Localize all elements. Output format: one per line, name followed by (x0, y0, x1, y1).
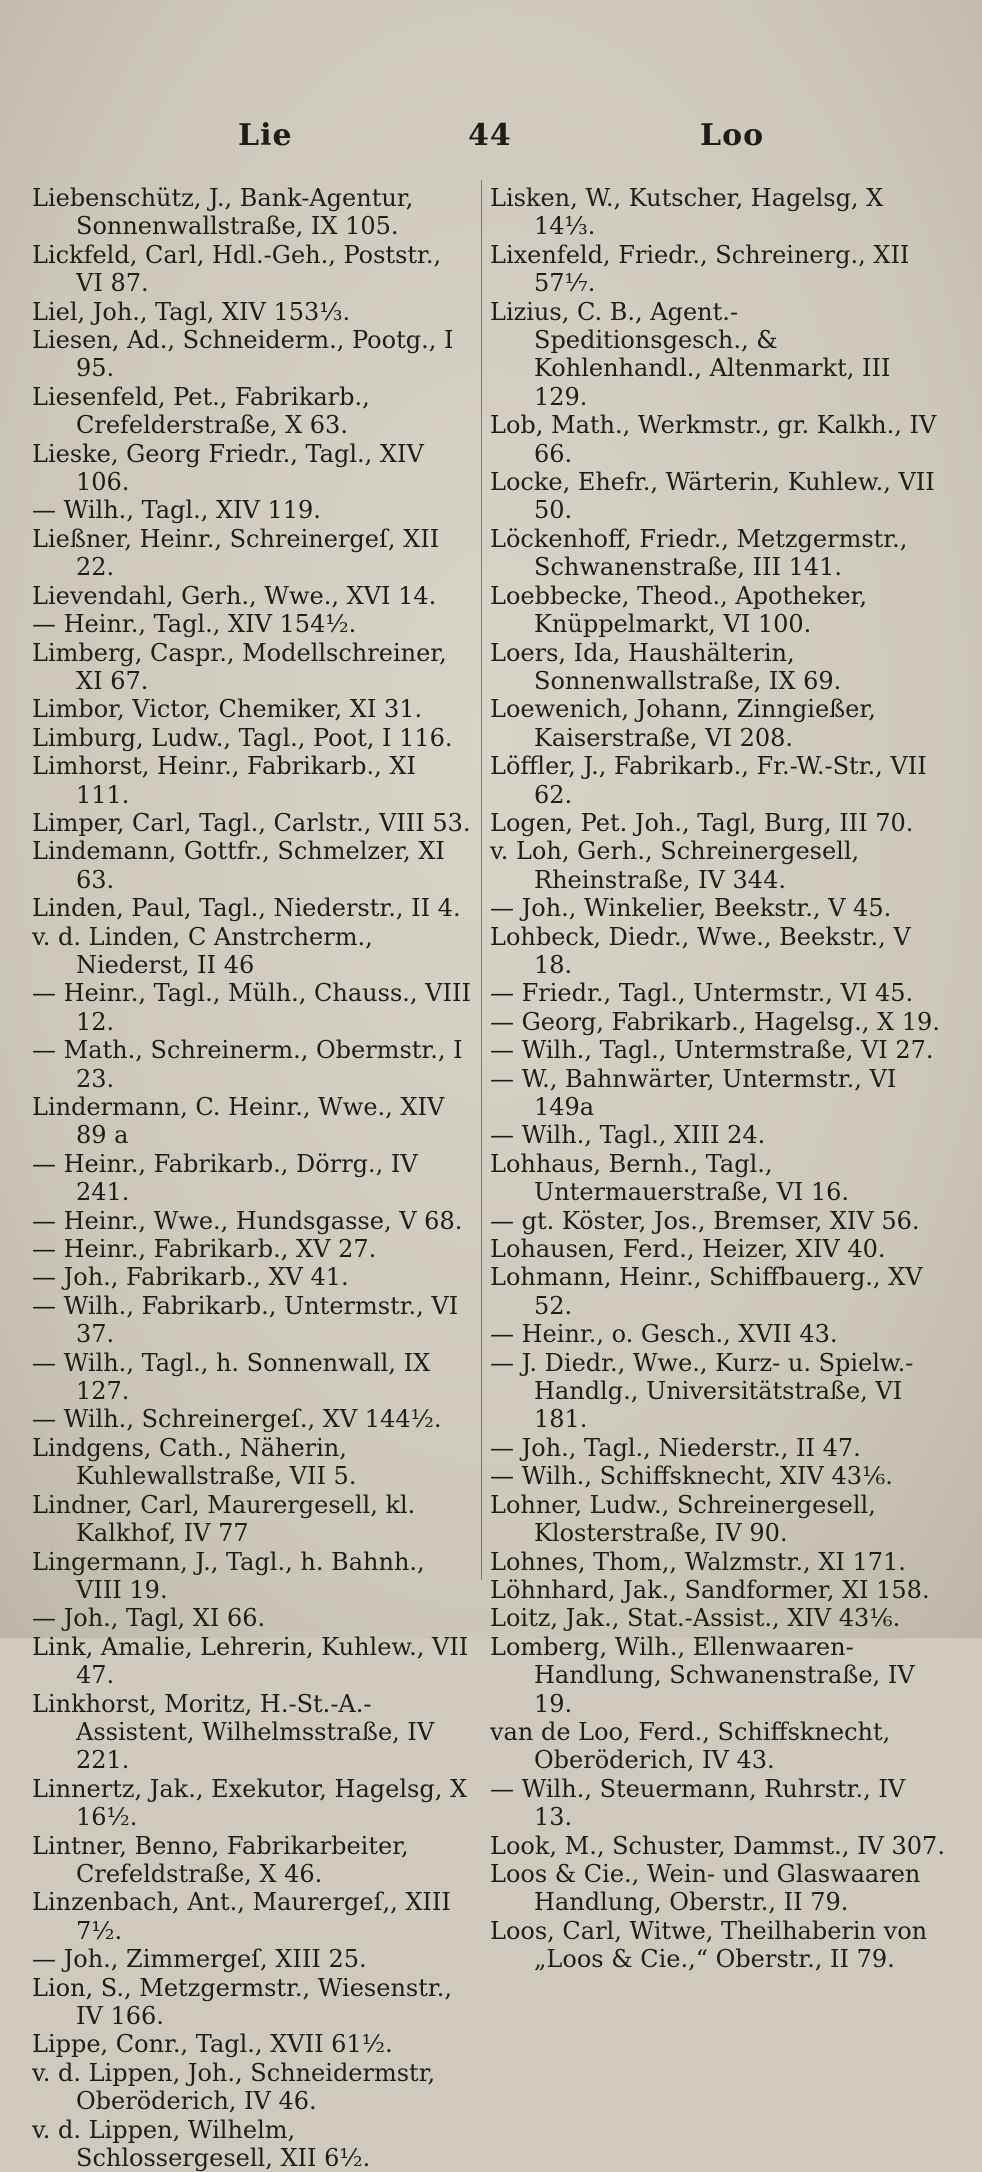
directory-entry: Lohner, Ludw., Schreinergesell, Klosterstraße, IV 90. (490, 1490, 876, 1548)
directory-entry: Lindner, Carl, Maurergesell, kl. Kalkhof, IV 77 (32, 1490, 416, 1548)
header-last-keyword: Loo (700, 118, 765, 153)
directory-entry: — Joh., Tagl., Niederstr., II 47. (490, 1433, 861, 1462)
directory-entry: Lieske, Georg Friedr., Tagl., XIV 106. (32, 439, 424, 497)
directory-entry: Limberg, Caspr., Modellschreiner, XI 67. (32, 638, 447, 695)
directory-entry: — Wilh., Tagl., Untermstraße, VI 27. (490, 1036, 934, 1065)
directory-entry: Lisken, W., Kutscher, Hagelsg, X 14⅓. (490, 184, 884, 241)
page-number: 44 (468, 118, 512, 153)
directory-entry: — Heinr., Wwe., Hundsgasse, V 68. (32, 1206, 463, 1235)
directory-entry: Limburg, Ludw., Tagl., Poot, I 116. (32, 723, 453, 752)
directory-entry: Limbor, Victor, Chemiker, XI 31. (32, 695, 423, 724)
directory-entry: — Wilh., Tagl., h. Sonnenwall, IX 127. (32, 1348, 431, 1406)
directory-entry: — gt. Köster, Jos., Bremser, XIV 56. (490, 1206, 920, 1235)
directory-entry: — Wilh., Schiffsknecht, XIV 43⅙. (490, 1462, 893, 1491)
directory-entry: — Wilh., Steuermann, Ruhrstr., IV 13. (490, 1774, 906, 1832)
directory-entry: Lohhaus, Bernh., Tagl., Untermauerstraße, VI 16. (490, 1149, 850, 1207)
directory-entry: Liesenfeld, Pet., Fabrikarb., Crefelderstraße, X 63. (32, 382, 370, 440)
directory-entry: Liel, Joh., Tagl, XIV 153⅓. (32, 297, 351, 326)
column-divider (481, 180, 482, 1580)
right-column (490, 184, 950, 1974)
directory-entry: Lippe, Conr., Tagl., XVII 61½. (32, 2030, 393, 2059)
directory-entry: Lingermann, J., Tagl., h. Bahnh., VIII 19. (32, 1547, 425, 1604)
directory-entry: v. d. Lippen, Wilhelm, Schlossergesell, XII 6½. (32, 2115, 371, 2172)
directory-entry: Loers, Ida, Haushälterin, Sonnenwallstraße, IX 69. (490, 638, 842, 695)
directory-entry: Linkhorst, Moritz, H.-St.-A.-Assistent, Wilhelmsstraße, IV 221. (32, 1689, 435, 1775)
directory-entry: Limper, Carl, Tagl., Carlstr., VIII 53. (32, 808, 471, 837)
directory-entry: Lizius, C. B., Agent.-Speditionsgesch., & Kohlenhandl., Altenmarkt, III 129. (490, 297, 891, 411)
directory-entry: Lievendahl, Gerh., Wwe., XVI 14. (32, 581, 437, 610)
directory-entry: — Georg, Fabrikarb., Hagelsg., X 19. (490, 1007, 940, 1036)
directory-entry: — Wilh., Tagl., XIV 119. (32, 496, 321, 525)
directory-entry: — J. Diedr., Wwe., Kurz- u. Spielw.-Handlg., Universitätstraße, VI 181. (490, 1348, 914, 1434)
directory-entry: Lion, S., Metzgermstr., Wiesenstr., IV 166. (32, 1973, 452, 2030)
directory-entry: Lixenfeld, Friedr., Schreinerg., XII 57⅐. (490, 240, 910, 298)
directory-entry: Lindemann, Gottfr., Schmelzer, XI 63. (32, 837, 445, 894)
directory-entry: — Heinr., Tagl., XIV 154½. (32, 610, 357, 639)
directory-entry: Link, Amalie, Lehrerin, Kuhlew., VII 47. (32, 1632, 469, 1690)
directory-entry: — Friedr., Tagl., Untermstr., VI 45. (490, 979, 914, 1008)
directory-entry: — Joh., Winkelier, Beekstr., V 45. (490, 894, 892, 923)
directory-entry: Löckenhoff, Friedr., Metzgermstr., Schwanenstraße, III 141. (490, 524, 908, 582)
directory-entry: Look, M., Schuster, Dammst., IV 307. (490, 1831, 945, 1860)
directory-entry: Loos, Carl, Witwe, Theilhaberin von „Loos & Cie.,“ Oberstr., II 79. (490, 1916, 928, 1974)
directory-entry: Locke, Ehefr., Wärterin, Kuhlew., VII 50. (490, 468, 935, 525)
directory-entry: Liesen, Ad., Schneiderm., Pootg., I 95. (32, 326, 454, 383)
directory-entry: Löffler, J., Fabrikarb., Fr.-W.-Str., VII 62. (490, 752, 927, 809)
directory-entry: Lickfeld, Carl, Hdl.-Geh., Poststr., VI 87. (32, 240, 442, 298)
directory-entry: — Heinr., Tagl., Mülh., Chauss., VIII 12. (32, 979, 471, 1036)
directory-entry: Ließner, Heinr., Schreinergeſ, XII 22. (32, 524, 440, 582)
directory-entry: Lomberg, Wilh., Ellenwaaren-Handlung, Schwanenstraße, IV 19. (490, 1632, 915, 1718)
directory-entry: — W., Bahnwärter, Untermstr., VI 149a (490, 1064, 897, 1121)
directory-entry: v. d. Linden, C Anstrcherm., Niederst, II 46 (32, 922, 373, 979)
directory-entry: Lohnes, Thom,, Walzmstr., XI 171. (490, 1547, 906, 1576)
left-column (32, 184, 472, 2172)
directory-entry: — Heinr., o. Gesch., XVII 43. (490, 1320, 838, 1349)
directory-entry: Löhnhard, Jak., Sandformer, XI 158. (490, 1575, 930, 1604)
directory-entry: Loos & Cie., Wein- und Glaswaaren Handlung, Oberstr., II 79. (490, 1859, 921, 1917)
directory-entry: Logen, Pet. Joh., Tagl, Burg, III 70. (490, 808, 914, 837)
directory-entry: — Wilh., Fabrikarb., Untermstr., VI 37. (32, 1291, 459, 1349)
directory-entry: Lohmann, Heinr., Schiffbauerg., XV 52. (490, 1263, 923, 1320)
directory-entry: v. Loh, Gerh., Schreinergesell, Rheinstraße, IV 344. (490, 837, 860, 894)
directory-entry: — Wilh., Schreinergeſ., XV 144½. (32, 1405, 442, 1434)
directory-entry: Lindgens, Cath., Näherin, Kuhlewallstraße, VII 5. (32, 1433, 357, 1491)
directory-entry: Lintner, Benno, Fabrikarbeiter, Crefeldstraße, X 46. (32, 1831, 409, 1888)
directory-entry: Lohbeck, Diedr., Wwe., Beekstr., V 18. (490, 922, 911, 979)
directory-entry: — Heinr., Fabrikarb., XV 27. (32, 1235, 377, 1264)
header-first-keyword: Lie (238, 118, 293, 153)
directory-entry: Linzenbach, Ant., Maurergeſ,, XIII 7½. (32, 1888, 451, 1945)
directory-entry: Linden, Paul, Tagl., Niederstr., II 4. (32, 894, 461, 923)
directory-entry: Limhorst, Heinr., Fabrikarb., XI 111. (32, 752, 416, 809)
directory-entry: — Joh., Zimmergeſ, XIII 25. (32, 1945, 367, 1974)
directory-entry: — Math., Schreinerm., Obermstr., I 23. (32, 1036, 463, 1093)
directory-entry: — Wilh., Tagl., XIII 24. (490, 1121, 766, 1150)
directory-entry: Loitz, Jak., Stat.-Assist., XIV 43⅙. (490, 1604, 901, 1633)
directory-entry: Lindermann, C. Heinr., Wwe., XIV 89 a (32, 1093, 445, 1150)
directory-entry: Linnertz, Jak., Exekutor, Hagelsg, X 16½. (32, 1774, 468, 1832)
directory-entry: v. d. Lippen, Joh., Schneidermstr, Oberöderich, IV 46. (32, 2058, 436, 2116)
directory-entry: Liebenschütz, J., Bank-Agentur, Sonnenwallstraße, IX 105. (32, 184, 414, 241)
directory-entry: Loewenich, Johann, Zinngießer, Kaiserstraße, VI 208. (490, 695, 876, 752)
directory-entry: — Heinr., Fabrikarb., Dörrg., IV 241. (32, 1149, 418, 1207)
directory-entry: — Joh., Fabrikarb., XV 41. (32, 1263, 349, 1292)
directory-entry: Lob, Math., Werkmstr., gr. Kalkh., IV 66. (490, 411, 937, 468)
page-header (0, 118, 982, 168)
directory-entry: Loebbecke, Theod., Apotheker, Knüppelmarkt, VI 100. (490, 581, 867, 639)
directory-entry: — Joh., Tagl, XI 66. (32, 1604, 266, 1633)
directory-entry: Lohausen, Ferd., Heizer, XIV 40. (490, 1235, 886, 1264)
directory-entry: van de Loo, Ferd., Schiffsknecht, Oberöderich, IV 43. (490, 1717, 891, 1775)
